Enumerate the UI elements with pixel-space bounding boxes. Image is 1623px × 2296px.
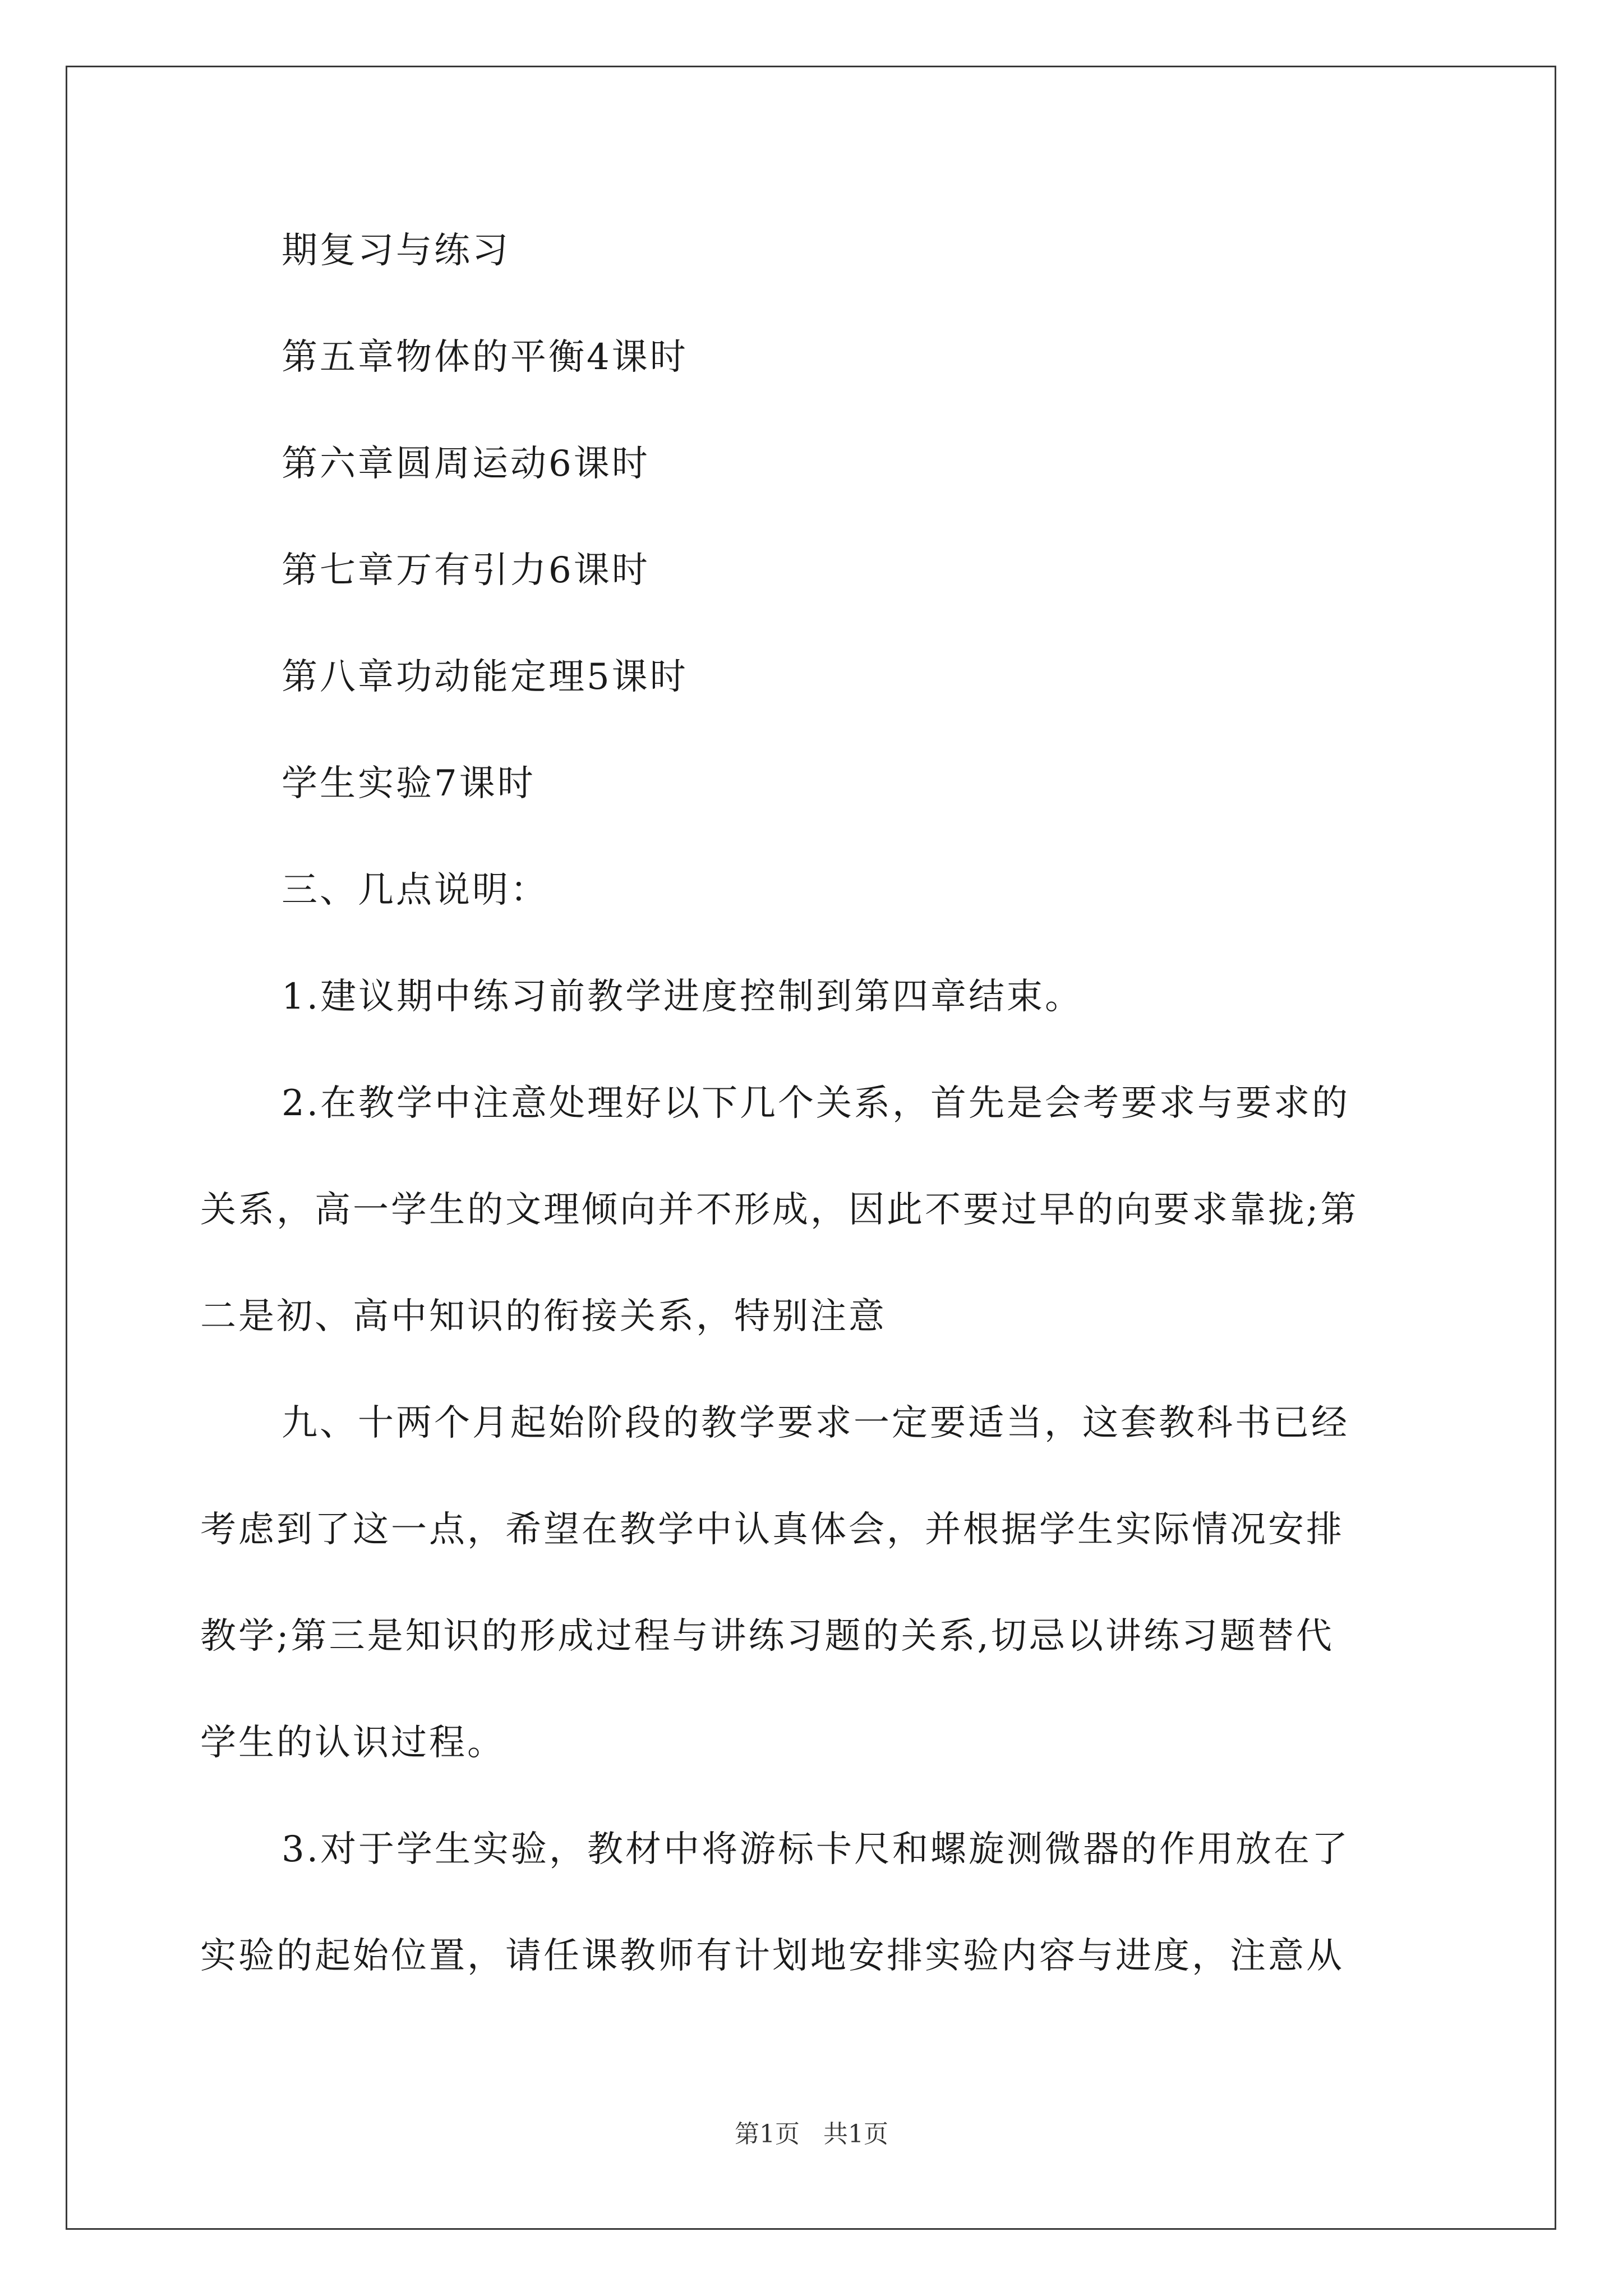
paragraph-line: 实验的起始位置，请任课教师有计划地安排实验内容与进度，注意从 bbox=[200, 1935, 1344, 1977]
text-line: 第五章物体的平衡4课时 bbox=[282, 337, 688, 378]
page-border bbox=[66, 66, 1556, 2230]
text-line: 第七章万有引力6课时 bbox=[282, 550, 650, 591]
paragraph-line: 考虑到了这一点，希望在教学中认真体会，并根据学生实际情况安排 bbox=[200, 1509, 1344, 1550]
text-line: 1.建议期中练习前教学进度控制到第四章结束。 bbox=[282, 976, 1083, 1018]
text-line: 第八章功动能定理5课时 bbox=[282, 656, 688, 698]
paragraph-line: 九、十两个月起始阶段的教学要求一定要适当，这套教科书已经 bbox=[282, 1402, 1349, 1444]
page-total: 共1页 bbox=[823, 2120, 888, 2148]
section-heading: 三、几点说明： bbox=[282, 869, 548, 911]
text-line: 第六章圆周运动6课时 bbox=[282, 443, 650, 485]
paragraph-line: 3.对于学生实验，教材中将游标卡尺和螺旋测微器的作用放在了 bbox=[282, 1829, 1350, 1870]
paragraph-line: 关系，高一学生的文理倾向并不形成，因此不要过早的向要求靠拢;第 bbox=[200, 1189, 1359, 1231]
paragraph-line: 教学;第三是知识的形成过程与讲练习题的关系,切忌以讲练习题替代 bbox=[200, 1616, 1334, 1657]
text-line: 学生实验7课时 bbox=[282, 763, 536, 804]
page-number: 第1页 bbox=[735, 2120, 800, 2148]
paragraph-line: 2.在教学中注意处理好以下几个关系，首先是会考要求与要求的 bbox=[282, 1083, 1350, 1124]
page-footer bbox=[0, 2114, 1623, 2150]
paragraph-line: 学生的认识过程。 bbox=[200, 1722, 505, 1764]
text-line: 期复习与练习 bbox=[282, 230, 510, 272]
paragraph-line: 二是初、高中知识的衔接关系，特别注意 bbox=[200, 1296, 887, 1337]
